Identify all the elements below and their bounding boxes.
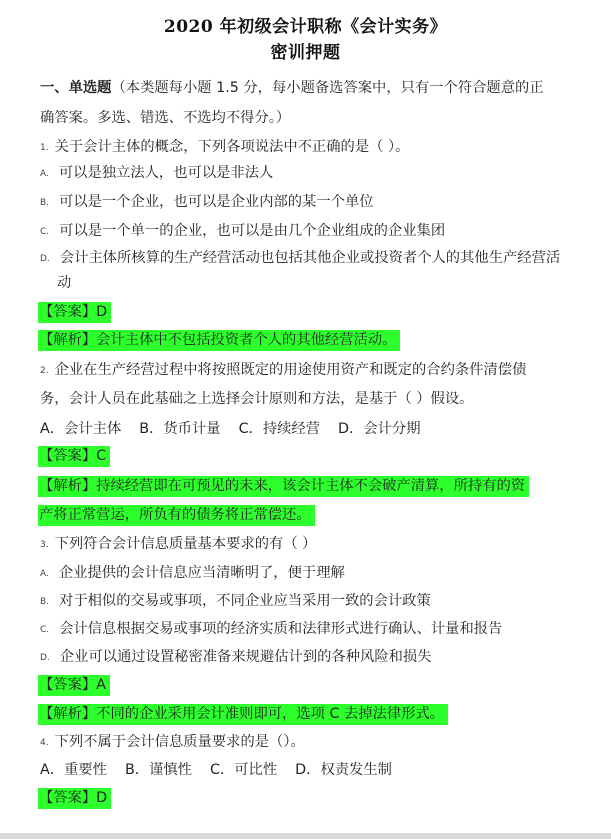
question-3-option-c: C. 会计信息根据交易或事项的经济实质和法律形式进行确认、计量和报告 <box>40 621 503 637</box>
question-1-option-d-cont: 动 <box>57 275 72 291</box>
document-title: 2020 年初级会计职称《会计实务》 <box>163 17 448 37</box>
question-1-stem: 1. 关于会计主体的概念，下列各项说法中不正确的是（ ）。 <box>40 139 410 155</box>
question-3-stem: 3. 下列符合会计信息质量基本要求的有（ ） <box>40 536 317 552</box>
question-2-stem-cont: 务，会计人员在此基础之上选择会计原则和方法，是基于（ ）假设。 <box>40 391 474 407</box>
analysis-label: 【解析】持续经营即在可预见的未来，该会计主体不会破产清算，所持有的资 <box>40 476 529 496</box>
analysis-label-cont: 产将正常营运，所负有的债务将正常偿还。 <box>40 505 315 525</box>
answer-label: 【答案】A <box>40 675 110 695</box>
question-number: 1. <box>40 143 49 153</box>
choice-b: B．货币计量 <box>139 421 221 437</box>
answer-label: 【答案】C <box>40 446 110 466</box>
question-3-option-a: A. 企业提供的会计信息应当清晰明了，便于理解 <box>40 565 345 581</box>
question-2-stem: 2. 企业在生产经营过程中将按照既定的用途使用资产和既定的合约条件清偿债 <box>40 362 527 378</box>
option-letter: B. <box>40 597 50 607</box>
section-note-cont: 确答案。多选、错选、不选均不得分。） <box>40 110 291 126</box>
question-1-option-a: A. 可以是独立法人，也可以是非法人 <box>40 165 274 181</box>
question-number: 2. <box>40 366 49 376</box>
document-subtitle: 密训押题 <box>270 43 341 63</box>
choice-d: D．会计分期 <box>338 421 421 437</box>
question-1-option-d: D. 会计主体所核算的生产经营活动也包括其他企业或投资者个人的其他生产经营活 <box>40 250 561 266</box>
question-1-option-c: C. 可以是一个单一的企业，也可以是由几个企业组成的企业集团 <box>40 223 446 239</box>
question-4-stem: 4. 下列不属于会计信息质量要求的是（）。 <box>40 734 305 750</box>
question-3-option-d: D. 企业可以通过设置秘密准备来规避估计到的各种风险和损失 <box>40 649 432 665</box>
section-heading: 一、单选题 <box>40 80 112 96</box>
question-number: 4. <box>40 738 49 748</box>
answer-label: 【答案】D <box>40 302 111 322</box>
question-2-choices <box>40 419 421 439</box>
analysis-label: 【解析】会计主体中不包括投资者个人的其他经营活动。 <box>40 330 400 350</box>
option-letter: D. <box>40 653 50 663</box>
option-letter: B. <box>40 198 50 208</box>
choice-a: A．会计主体 <box>40 421 122 437</box>
section-header <box>40 78 544 98</box>
choice-b: B．谨慎性 <box>124 762 192 778</box>
choice-c: C．持续经营 <box>238 421 321 437</box>
choice-c: C．可比性 <box>209 762 278 778</box>
option-letter: C. <box>40 227 50 237</box>
question-3-option-b: B. 对于相似的交易或事项，不同企业应当采用一致的会计政策 <box>40 593 431 609</box>
question-4-choices <box>40 760 392 780</box>
question-number: 3. <box>40 540 49 550</box>
page-bottom-edge <box>0 833 611 839</box>
section-note: （本类题每小题 1.5 分，每小题备选答案中，只有一个符合题意的正 <box>111 80 544 96</box>
analysis-label: 【解析】不同的企业采用会计准则即可，选项 C 去掉法律形式。 <box>40 704 448 724</box>
option-letter: C. <box>40 625 50 635</box>
option-letter: A. <box>40 169 49 179</box>
answer-label: 【答案】D <box>40 788 111 808</box>
option-letter: A. <box>40 569 49 579</box>
choice-a: A．重要性 <box>40 762 107 778</box>
choice-d: D．权责发生制 <box>295 762 392 778</box>
option-letter: D. <box>40 254 50 264</box>
question-1-option-b: B. 可以是一个企业，也可以是企业内部的某一个单位 <box>40 194 374 210</box>
